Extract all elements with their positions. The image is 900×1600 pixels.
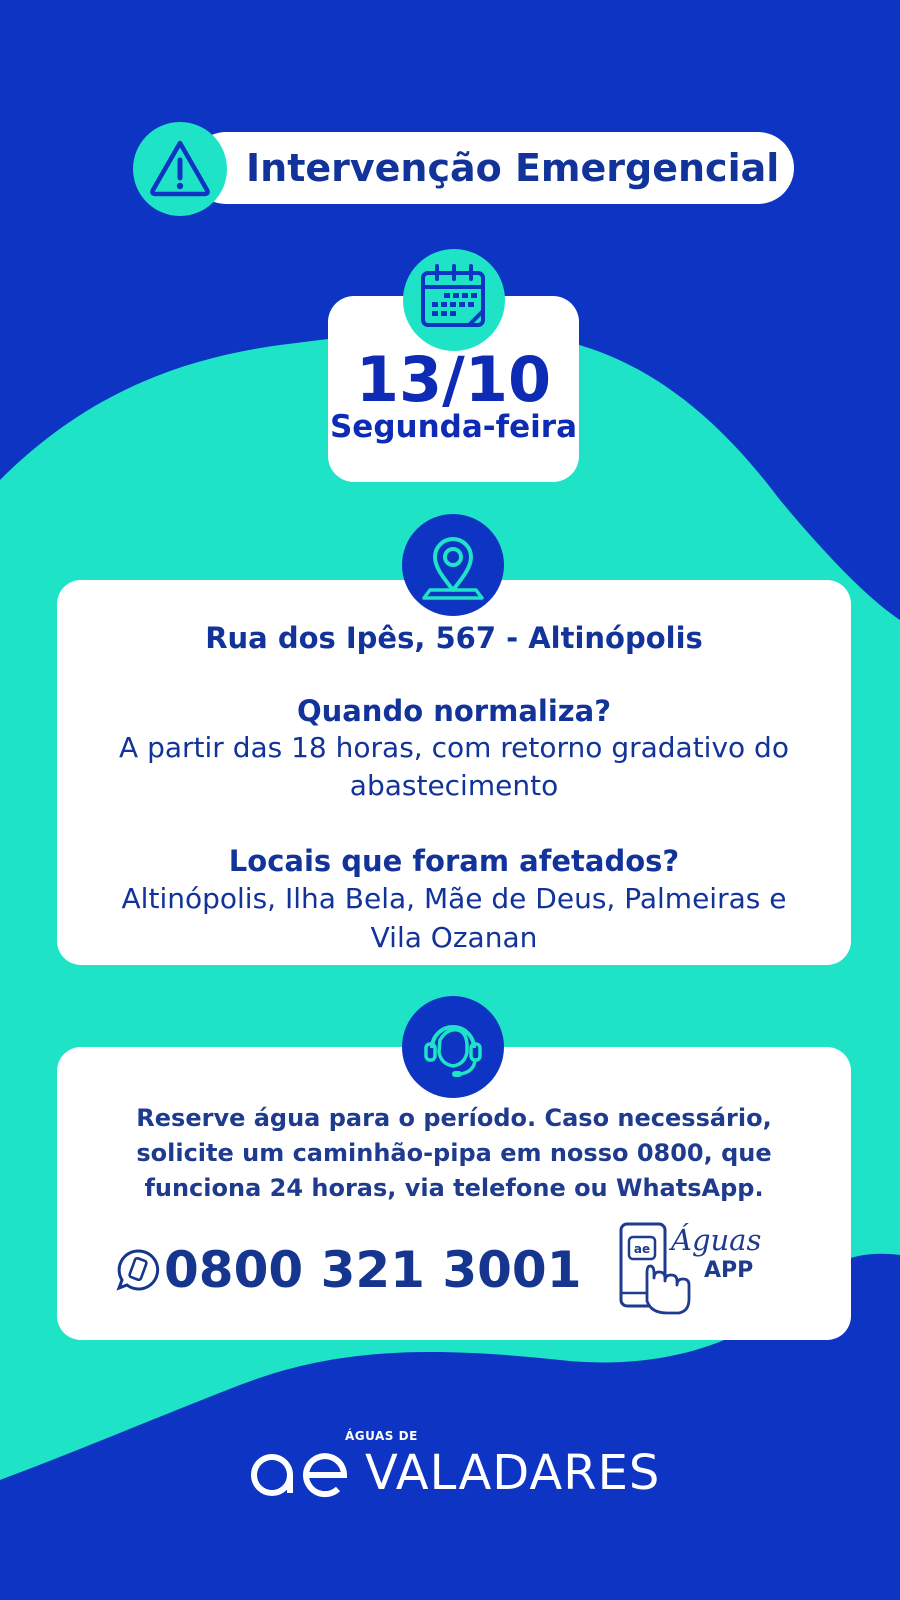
headset-icon: [402, 996, 504, 1098]
whatsapp-icon[interactable]: [115, 1247, 161, 1293]
places-heading: Locais que foram afetados?: [228, 844, 680, 878]
calendar-badge: [403, 249, 505, 351]
date-weekday: Segunda-feira: [329, 409, 577, 445]
brand-name: VALADARES: [365, 1445, 661, 1501]
when-text: A partir das 18 horas, com retorno gradativo do abastecimento: [119, 731, 789, 802]
advice-text: Reserve água para o período. Caso necessário, solicite um caminhão-pipa em nosso 0800, que funciona 24 horas, via telefone ou WhatsApp.: [136, 1104, 772, 1202]
alert-badge: [133, 122, 227, 216]
calendar-icon: [403, 249, 505, 351]
phone-number[interactable]: 0800 321 3001: [164, 1241, 582, 1299]
app-tag: APP: [704, 1258, 754, 1283]
header-title: Intervenção Emergencial: [246, 146, 780, 190]
svg-text:ae: ae: [633, 1242, 651, 1256]
when-heading: Quando normaliza?: [296, 694, 612, 728]
address-text: Rua dos Ipês, 567 - Altinópolis: [205, 621, 703, 655]
support-badge: [402, 996, 504, 1098]
date-day-month: 13/10: [355, 343, 552, 416]
app-name: Águas: [671, 1223, 762, 1257]
location-badge: [402, 514, 504, 616]
location-pin-icon: [402, 514, 504, 616]
warning-triangle-icon: [133, 122, 227, 216]
aguas-app-button[interactable]: [617, 1221, 767, 1317]
places-text: Altinópolis, Ilha Bela, Mãe de Deus, Palmeiras e Vila Ozanan: [121, 882, 787, 954]
ae-logo-icon: [246, 1452, 356, 1498]
brand-kicker: ÁGUAS DE: [345, 1429, 418, 1443]
